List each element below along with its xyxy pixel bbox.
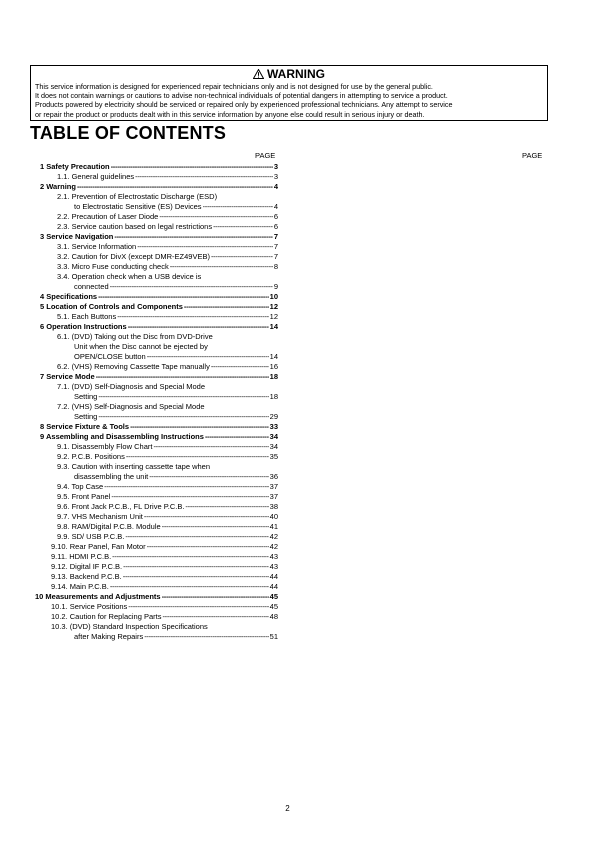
warning-line: It does not contain warnings or cautions to advise non-technical individuals of potential dangers in attempting to service a product. xyxy=(35,91,448,101)
warning-text xyxy=(35,82,543,119)
toc-entry-page: 3 xyxy=(273,172,278,181)
toc-entry-page: 7 xyxy=(273,232,278,241)
toc-leader xyxy=(153,442,268,451)
toc-entry-page: 43 xyxy=(269,562,278,571)
toc-entry-continuation[interactable] xyxy=(40,412,278,422)
toc-entry-label: 9.12. Digital IF P.C.B. xyxy=(51,562,123,571)
toc-entry[interactable] xyxy=(40,602,278,612)
toc-entry-page: 12 xyxy=(269,312,278,321)
toc-entry[interactable] xyxy=(40,322,278,332)
toc-leader xyxy=(205,432,269,441)
toc-entry-page: 44 xyxy=(269,572,278,581)
toc-entry-label: 10.1. Service Positions xyxy=(51,602,128,611)
toc-leader xyxy=(77,182,273,191)
toc-entry-label: 10.2. Caution for Replacing Parts xyxy=(51,612,162,621)
toc-entry-label: Setting xyxy=(74,412,98,421)
toc-entry-label: 5.1. Each Buttons xyxy=(57,312,117,321)
toc-leader xyxy=(104,482,269,491)
toc-entry-label: 6.1. (DVD) Taking out the Disc from DVD-Drive xyxy=(57,332,213,341)
toc-entry-multiline[interactable] xyxy=(40,382,278,392)
toc-entry-page: 48 xyxy=(269,612,278,621)
toc-title: TABLE OF CONTENTS xyxy=(30,123,227,143)
toc-entry-page: 40 xyxy=(269,512,278,521)
toc-entry[interactable] xyxy=(40,512,278,522)
toc-entry-label: 3.4. Operation check when a USB device is xyxy=(57,272,202,281)
toc-leader xyxy=(126,452,269,461)
toc-entry-page: 51 xyxy=(269,632,278,641)
page-column-header-left: PAGE xyxy=(255,151,276,160)
toc-entry-multiline[interactable] xyxy=(40,462,278,472)
toc-entry[interactable] xyxy=(40,432,278,442)
toc-leader xyxy=(213,222,273,231)
toc-entry-label: after Making Repairs xyxy=(74,632,144,641)
toc-entry-continuation[interactable] xyxy=(40,632,278,642)
toc-entry-page: 10 xyxy=(269,292,278,301)
toc-entry-page: 14 xyxy=(269,352,278,361)
toc-entry[interactable] xyxy=(40,302,278,312)
toc-entry-label: 9 Assembling and Disassembling Instructions xyxy=(40,432,204,441)
toc-entry[interactable] xyxy=(40,582,278,592)
toc-entry-label: 9.3. Caution with inserting cassette tape when xyxy=(57,462,211,471)
toc-entry-multiline[interactable] xyxy=(40,272,278,282)
toc-entry-label: 7.1. (DVD) Self-Diagnosis and Special Mode xyxy=(57,382,205,391)
toc-entry[interactable] xyxy=(40,612,278,622)
toc-entry-label: 9.9. SD/ USB P.C.B. xyxy=(57,532,125,541)
toc-leader xyxy=(110,582,269,591)
toc-entry-page: 7 xyxy=(273,242,278,251)
toc-entry-label: OPEN/CLOSE button xyxy=(74,352,146,361)
warning-triangle-icon xyxy=(253,69,264,79)
toc-leader xyxy=(144,632,268,641)
toc-entry[interactable] xyxy=(40,292,278,302)
toc-leader xyxy=(159,212,273,221)
toc-leader xyxy=(111,162,273,171)
toc-entry-label: 9.5. Front Panel xyxy=(57,492,111,501)
toc-entry-page: 3 xyxy=(273,162,278,171)
toc-entry-continuation[interactable] xyxy=(40,202,278,212)
toc-entry-label: 6.2. (VHS) Removing Cassette Tape manually xyxy=(57,362,210,371)
warning-line: or repair the product or products dealt with in this service information by anyone else could result in serious injury or death. xyxy=(35,109,425,119)
toc-entry-label: 7.2. (VHS) Self-Diagnosis and Special Mode xyxy=(57,402,205,411)
toc-entry-label: 9.1. Disassembly Flow Chart xyxy=(57,442,153,451)
toc-leader xyxy=(123,572,269,581)
toc-leader xyxy=(112,552,268,561)
toc-entry-page: 42 xyxy=(269,532,278,541)
toc-leader xyxy=(110,282,273,291)
page-column-header-right: PAGE xyxy=(522,151,543,160)
toc-entry[interactable] xyxy=(40,362,278,372)
toc-entry[interactable] xyxy=(40,222,278,232)
toc-entry-page: 34 xyxy=(269,432,278,441)
warning-line: Products powered by electricity should be serviced or repaired only by experienced professional technicians. Any attempt to service xyxy=(35,100,453,110)
toc-leader xyxy=(125,532,268,541)
toc-entry-label: 4 Specifications xyxy=(40,292,98,301)
toc-entry-label: 10 Measurements and Adjustments xyxy=(35,592,161,601)
toc-entry[interactable] xyxy=(40,562,278,572)
warning-heading xyxy=(35,67,543,82)
toc-entry[interactable] xyxy=(40,312,278,322)
toc-leader xyxy=(114,232,272,241)
toc-leader xyxy=(170,262,273,271)
toc-entry-page: 42 xyxy=(269,542,278,551)
toc-entry[interactable] xyxy=(40,522,278,532)
toc-entry-page: 18 xyxy=(269,392,278,401)
toc-entry-label: 1.1. General guidelines xyxy=(57,172,135,181)
toc-entry-label: 2.1. Prevention of Electrostatic Discharge (ESD) xyxy=(57,192,218,201)
toc-leader xyxy=(184,302,269,311)
toc-entry-page: 6 xyxy=(273,222,278,231)
toc-entry-page: 14 xyxy=(269,322,278,331)
toc-entry-page: 16 xyxy=(269,362,278,371)
toc-entry-label: 2.2. Precaution of Laser Diode xyxy=(57,212,159,221)
toc-entry-page: 6 xyxy=(273,212,278,221)
toc-entry-label: 9.8. RAM/Digital P.C.B. Module xyxy=(57,522,161,531)
toc-entry-label: 3 Service Navigation xyxy=(40,232,114,241)
toc-entry[interactable] xyxy=(40,482,278,492)
toc-entry-page: 45 xyxy=(269,602,278,611)
toc-entry[interactable] xyxy=(35,592,278,602)
toc-entry-continuation[interactable] xyxy=(40,352,278,362)
toc-entry-label: Unit when the Disc cannot be ejected by xyxy=(74,342,208,351)
toc-entry-page: 9 xyxy=(273,282,278,291)
toc-list xyxy=(35,162,278,642)
toc-entry-label: 2.3. Service caution based on legal restrictions xyxy=(57,222,213,231)
toc-leader xyxy=(147,542,269,551)
toc-entry-label: 10.3. (DVD) Standard Inspection Specifications xyxy=(51,622,208,631)
toc-leader xyxy=(111,492,268,501)
toc-entry-label: 9.4. Top Case xyxy=(57,482,104,491)
toc-entry-multiline[interactable] xyxy=(40,402,278,412)
warning-title: WARNING xyxy=(267,67,325,81)
toc-leader xyxy=(123,562,269,571)
toc-entry-label: connected xyxy=(74,282,109,291)
toc-leader xyxy=(98,392,268,401)
toc-entry-label: 9.11. HDMI P.C.B. xyxy=(51,552,112,561)
toc-entry-page: 29 xyxy=(269,412,278,421)
toc-entry[interactable] xyxy=(40,532,278,542)
toc-entry-label: 9.14. Main P.C.B. xyxy=(51,582,109,591)
toc-leader xyxy=(162,522,269,531)
toc-entry-page: 4 xyxy=(273,202,278,211)
toc-entry[interactable] xyxy=(40,162,278,172)
toc-entry-page: 44 xyxy=(269,582,278,591)
toc-entry[interactable] xyxy=(40,572,278,582)
toc-entry-label: 9.13. Backend P.C.B. xyxy=(51,572,122,581)
toc-entry-label: 6 Operation Instructions xyxy=(40,322,127,331)
toc-entry-page: 41 xyxy=(269,522,278,531)
toc-entry[interactable] xyxy=(40,182,278,192)
toc-leader xyxy=(98,292,269,301)
toc-entry-page: 18 xyxy=(269,372,278,381)
toc-entry-page: 37 xyxy=(269,492,278,501)
toc-entry-label: Setting xyxy=(74,392,98,401)
toc-leader xyxy=(117,312,268,321)
toc-entry-page: 7 xyxy=(273,252,278,261)
toc-entry[interactable] xyxy=(40,492,278,502)
toc-entry-label: 9.2. P.C.B. Positions xyxy=(57,452,125,461)
toc-leader xyxy=(185,502,268,511)
toc-leader xyxy=(147,352,269,361)
toc-leader xyxy=(137,242,273,251)
toc-leader xyxy=(96,372,269,381)
toc-leader xyxy=(128,322,269,331)
toc-leader xyxy=(144,512,269,521)
toc-entry-continuation[interactable] xyxy=(40,472,278,482)
toc-leader xyxy=(130,422,269,431)
toc-entry-page: 35 xyxy=(269,452,278,461)
toc-entry-multiline[interactable] xyxy=(40,622,278,632)
toc-entry-page: 43 xyxy=(269,552,278,561)
toc-entry[interactable] xyxy=(40,502,278,512)
toc-entry-label: disassembling the unit xyxy=(74,472,149,481)
toc-entry-label: 5 Location of Controls and Components xyxy=(40,302,183,311)
toc-entry[interactable] xyxy=(40,552,278,562)
toc-entry-label: 9.6. Front Jack P.C.B., FL Drive P.C.B. xyxy=(57,502,185,511)
toc-entry-label: 1 Safety Precaution xyxy=(40,162,110,171)
toc-entry[interactable] xyxy=(40,262,278,272)
toc-entry[interactable] xyxy=(40,372,278,382)
toc-entry[interactable] xyxy=(40,172,278,182)
page-number: 2 xyxy=(285,804,290,813)
toc-leader xyxy=(162,592,269,601)
toc-leader xyxy=(135,172,273,181)
toc-entry[interactable] xyxy=(40,232,278,242)
warning-box xyxy=(30,65,548,121)
toc-entry-label: 3.1. Service Information xyxy=(57,242,137,251)
toc-leader xyxy=(128,602,268,611)
toc-entry[interactable] xyxy=(40,442,278,452)
toc-leader xyxy=(211,252,273,261)
toc-entry-label: 7 Service Mode xyxy=(40,372,95,381)
toc-entry-label: 9.7. VHS Mechanism Unit xyxy=(57,512,143,521)
toc-leader xyxy=(203,202,273,211)
toc-leader xyxy=(211,362,269,371)
toc-entry[interactable] xyxy=(40,252,278,262)
toc-entry-multiline[interactable] xyxy=(40,332,278,342)
toc-entry[interactable] xyxy=(40,452,278,462)
toc-entry-continuation[interactable] xyxy=(40,342,278,352)
toc-entry-page: 36 xyxy=(269,472,278,481)
toc-leader xyxy=(162,612,268,621)
toc-leader xyxy=(149,472,268,481)
toc-entry-page: 8 xyxy=(273,262,278,271)
toc-entry-page: 34 xyxy=(269,442,278,451)
warning-line: This service information is designed for experienced repair technicians only and is not designed for use by the general public. xyxy=(35,82,433,91)
toc-entry-page: 45 xyxy=(269,592,278,601)
toc-entry-label: 3.2. Caution for DivX (except DMR-EZ49VEB) xyxy=(57,252,210,261)
toc-entry-label: to Electrostatic Sensitive (ES) Devices xyxy=(74,202,202,211)
toc-entry-continuation[interactable] xyxy=(40,282,278,292)
toc-entry-label: 8 Service Fixture & Tools xyxy=(40,422,130,431)
toc-entry-page: 33 xyxy=(269,422,278,431)
toc-entry[interactable] xyxy=(40,212,278,222)
toc-entry-label: 2 Warning xyxy=(40,182,76,191)
toc-entry-page: 37 xyxy=(269,482,278,491)
toc-entry[interactable] xyxy=(40,542,278,552)
toc-entry-label: 3.3. Micro Fuse conducting check xyxy=(57,262,169,271)
toc-entry-continuation[interactable] xyxy=(40,392,278,402)
toc-entry-page: 38 xyxy=(269,502,278,511)
toc-entry-page: 4 xyxy=(273,182,278,191)
toc-entry[interactable] xyxy=(40,242,278,252)
toc-leader xyxy=(98,412,268,421)
toc-entry-multiline[interactable] xyxy=(40,192,278,202)
toc-entry[interactable] xyxy=(40,422,278,432)
toc-entry-page: 12 xyxy=(269,302,278,311)
toc-entry-label: 9.10. Rear Panel, Fan Motor xyxy=(51,542,146,551)
